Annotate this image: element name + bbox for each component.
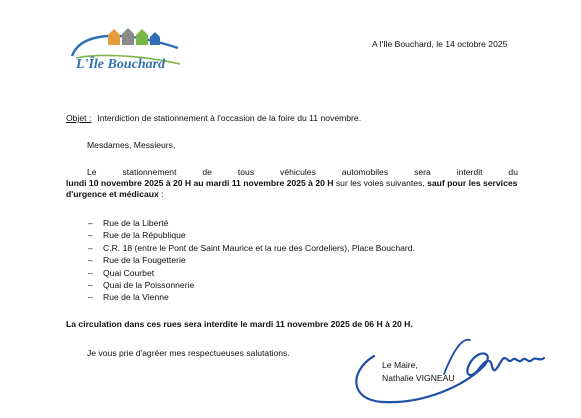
list-bullet: – (88, 230, 93, 241)
signer-name: Nathalie VIGNEAU (382, 373, 455, 383)
logo-text: L'Île Bouchard (76, 57, 166, 72)
date-range: lundi 10 novembre 2025 à 20 H au mardi 11 novembre 2025 à 20 H (66, 178, 334, 188)
circulation-notice: La circulation dans ces rues sera interdite le mardi 11 novembre 2025 de 06 H à 20 H. (66, 319, 413, 329)
street-name: Rue de la Fougetterie (103, 255, 186, 266)
list-bullet: – (88, 279, 93, 290)
body-line-3 (66, 189, 518, 200)
street-name: Rue de la République (103, 230, 186, 241)
street-item (88, 243, 415, 255)
body-line-2-text: sur les voies suivantes, (333, 178, 428, 188)
exception-text: sauf pour les services (427, 178, 518, 188)
body-word: stationnement (122, 167, 177, 177)
list-bullet: – (88, 292, 93, 303)
street-name: Rue de la Liberté (103, 218, 169, 228)
list-bullet: – (88, 255, 93, 266)
town-logo-emblem (66, 24, 184, 74)
list-bullet: – (88, 267, 93, 278)
list-bullet: – (88, 242, 93, 253)
street-item (88, 292, 415, 304)
street-item (88, 230, 415, 242)
body-line-2 (66, 178, 518, 189)
body-word: automobiles (341, 167, 389, 177)
town-logo (66, 24, 184, 74)
closing-line: Je vous prie d'agréer mes respectueuses salutations. (87, 348, 290, 358)
street-list (88, 218, 415, 305)
street-item (88, 218, 415, 230)
body-word: sera (414, 167, 431, 177)
subject-line (66, 113, 361, 124)
body-word: du (508, 167, 518, 177)
body-line-3-text: : (158, 189, 164, 199)
body-word: interdit (456, 167, 483, 177)
body-word: véhicules (280, 167, 316, 177)
exception-text-cont: d'urgence et médicaux (66, 189, 159, 199)
list-bullet: – (88, 218, 93, 228)
body-word: tous (237, 167, 255, 177)
subject-text: Interdiction de stationnement à l'occasion de la foire du 11 novembre. (97, 113, 362, 123)
salutation: Mesdames, Messieurs, (87, 140, 176, 150)
place-date: A l'Ile Bouchard, le 14 octobre 2025 (372, 39, 508, 49)
street-item (88, 280, 415, 292)
street-item (88, 268, 415, 280)
body-line-1 (66, 167, 518, 178)
body-word: de (202, 167, 212, 177)
handwritten-signature (344, 336, 549, 408)
street-name: C.R. 18 (entre le Pont de Saint Maurice et la rue des Cordeliers), Place Bouchard. (103, 242, 415, 253)
street-name: Quai Courbet (103, 267, 155, 278)
body-paragraph (66, 167, 518, 200)
body-word: Le (87, 167, 97, 177)
street-name: Quai de la Poissonnerie (103, 279, 195, 290)
subject-label: Objet : (66, 113, 92, 123)
street-name: Rue de la Vienne (103, 292, 169, 303)
signer-title: Le Maire, (382, 360, 418, 370)
street-item (88, 255, 415, 267)
